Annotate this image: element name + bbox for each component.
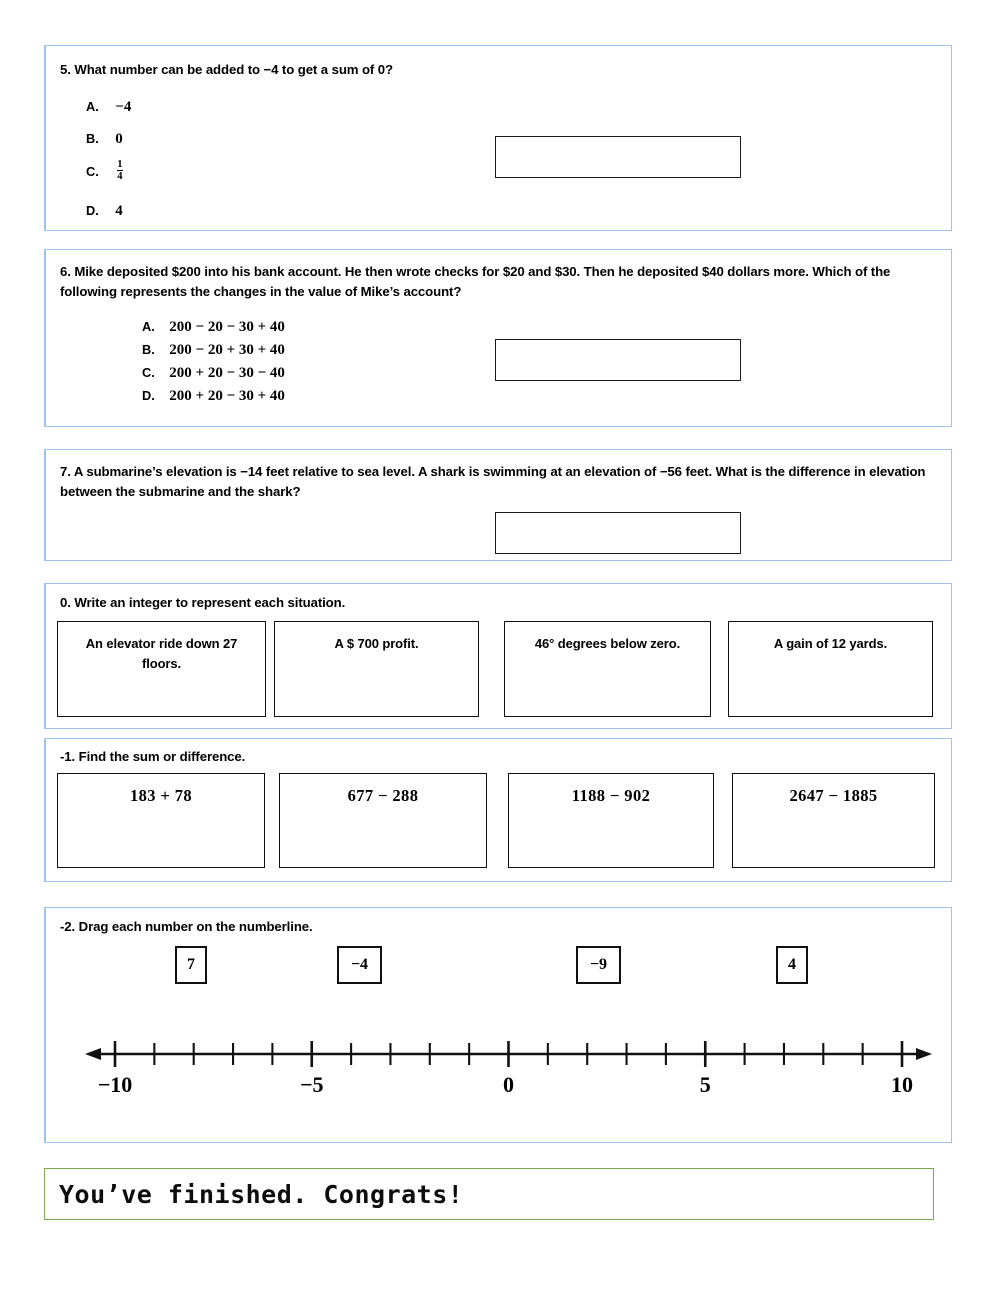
choice-value: 200 − 20 + 30 + 40 — [169, 342, 285, 358]
choice-label: D. — [86, 203, 99, 218]
choice-value: 200 + 20 − 30 + 40 — [169, 388, 285, 404]
choice-value: 4 — [115, 203, 123, 219]
choice-label: C. — [86, 163, 99, 179]
choice-label: A. — [86, 99, 99, 114]
question-5-answer-input[interactable] — [495, 136, 741, 178]
question-5-choice-c[interactable] — [86, 160, 123, 183]
choice-value: 0 — [115, 131, 123, 147]
numberline-tick-label: 10 — [891, 1072, 913, 1097]
question-panel-minus1 — [44, 738, 952, 882]
question-6-choice-c[interactable] — [142, 364, 285, 382]
question-minus1-response-1[interactable] — [57, 773, 265, 868]
fraction-denominator: 4 — [117, 171, 123, 183]
numberline-tick-label: −10 — [97, 1072, 133, 1097]
question-panel-7 — [44, 449, 952, 561]
choice-label: D. — [142, 388, 155, 403]
question-0-prompt: 0. Write an integer to represent each situation. — [60, 595, 346, 610]
question-0-response-3[interactable] — [504, 621, 711, 717]
choice-value: 200 + 20 − 30 − 40 — [169, 365, 285, 381]
question-panel-minus2 — [44, 907, 952, 1143]
question-7-prompt: 7. A submarine’s elevation is −14 feet relative to sea level. A shark is swimming at an elevation of −56 feet. What is the difference in elevation between the submarine and the shark? — [60, 464, 926, 500]
question-0-response-1[interactable] — [57, 621, 266, 717]
question-7-answer-input[interactable] — [495, 512, 741, 554]
numberline[interactable] — [46, 908, 954, 1144]
question-panel-5 — [44, 45, 952, 231]
question-0-response-4[interactable] — [728, 621, 933, 717]
choice-label: C. — [142, 365, 155, 380]
question-6-choice-d[interactable] — [142, 387, 285, 405]
question-5-choice-b[interactable] — [86, 130, 123, 148]
completion-message: You’ve finished. Congrats! — [59, 1179, 464, 1209]
question-minus1-response-4[interactable] — [732, 773, 935, 868]
question-panel-6 — [44, 249, 952, 427]
choice-label: B. — [142, 342, 155, 357]
choice-value: 200 − 20 − 30 + 40 — [169, 319, 285, 335]
question-minus1-response-2[interactable] — [279, 773, 487, 868]
question-5-prompt: 5. What number can be added to −4 to get a sum of 0? — [60, 62, 393, 77]
question-5-choice-a[interactable] — [86, 98, 131, 116]
question-minus1-prompt: -1. Find the sum or difference. — [60, 749, 246, 764]
expression: 677 − 288 — [347, 786, 419, 805]
numberline-tick-label: 5 — [699, 1072, 711, 1097]
expression: 1188 − 902 — [571, 786, 651, 805]
question-5-choice-d[interactable] — [86, 202, 123, 220]
completion-banner — [44, 1168, 934, 1220]
question-minus2-prompt: -2. Drag each number on the numberline. — [60, 919, 313, 934]
expression: 2647 − 1885 — [789, 786, 878, 805]
question-6-answer-input[interactable] — [495, 339, 741, 381]
choice-label: A. — [142, 319, 155, 334]
response-caption: A gain of 12 yards. — [773, 636, 888, 651]
response-caption: 46° degrees below zero. — [534, 636, 681, 651]
question-6-choice-b[interactable] — [142, 341, 285, 359]
question-6-prompt: 6. Mike deposited $200 into his bank account. He then wrote checks for $20 and $30. Then he deposited $40 dollars more. Which of the following represents the changes in the value of Mike’s account? — [60, 264, 891, 300]
fraction-one-quarter — [117, 159, 122, 182]
choice-value: −4 — [115, 99, 132, 115]
numberline-tick-label: 0 — [503, 1072, 514, 1097]
question-0-response-2[interactable] — [274, 621, 479, 717]
question-panel-0 — [44, 583, 952, 729]
numberline-tick-label: −5 — [299, 1072, 324, 1097]
drag-chip-3[interactable]: −9 — [576, 946, 621, 984]
question-minus1-response-3[interactable] — [508, 773, 714, 868]
choice-label: B. — [86, 131, 99, 146]
drag-chip-2[interactable]: −4 — [337, 946, 382, 984]
expression: 183 + 78 — [129, 786, 193, 805]
fraction-numerator: 1 — [117, 159, 123, 170]
drag-chip-1[interactable]: 7 — [175, 946, 207, 984]
question-6-choice-a[interactable] — [142, 318, 285, 336]
response-caption: An elevator ride down 27 floors. — [85, 636, 238, 671]
response-caption: A $ 700 profit. — [334, 636, 419, 651]
drag-chip-4[interactable]: 4 — [776, 946, 808, 984]
